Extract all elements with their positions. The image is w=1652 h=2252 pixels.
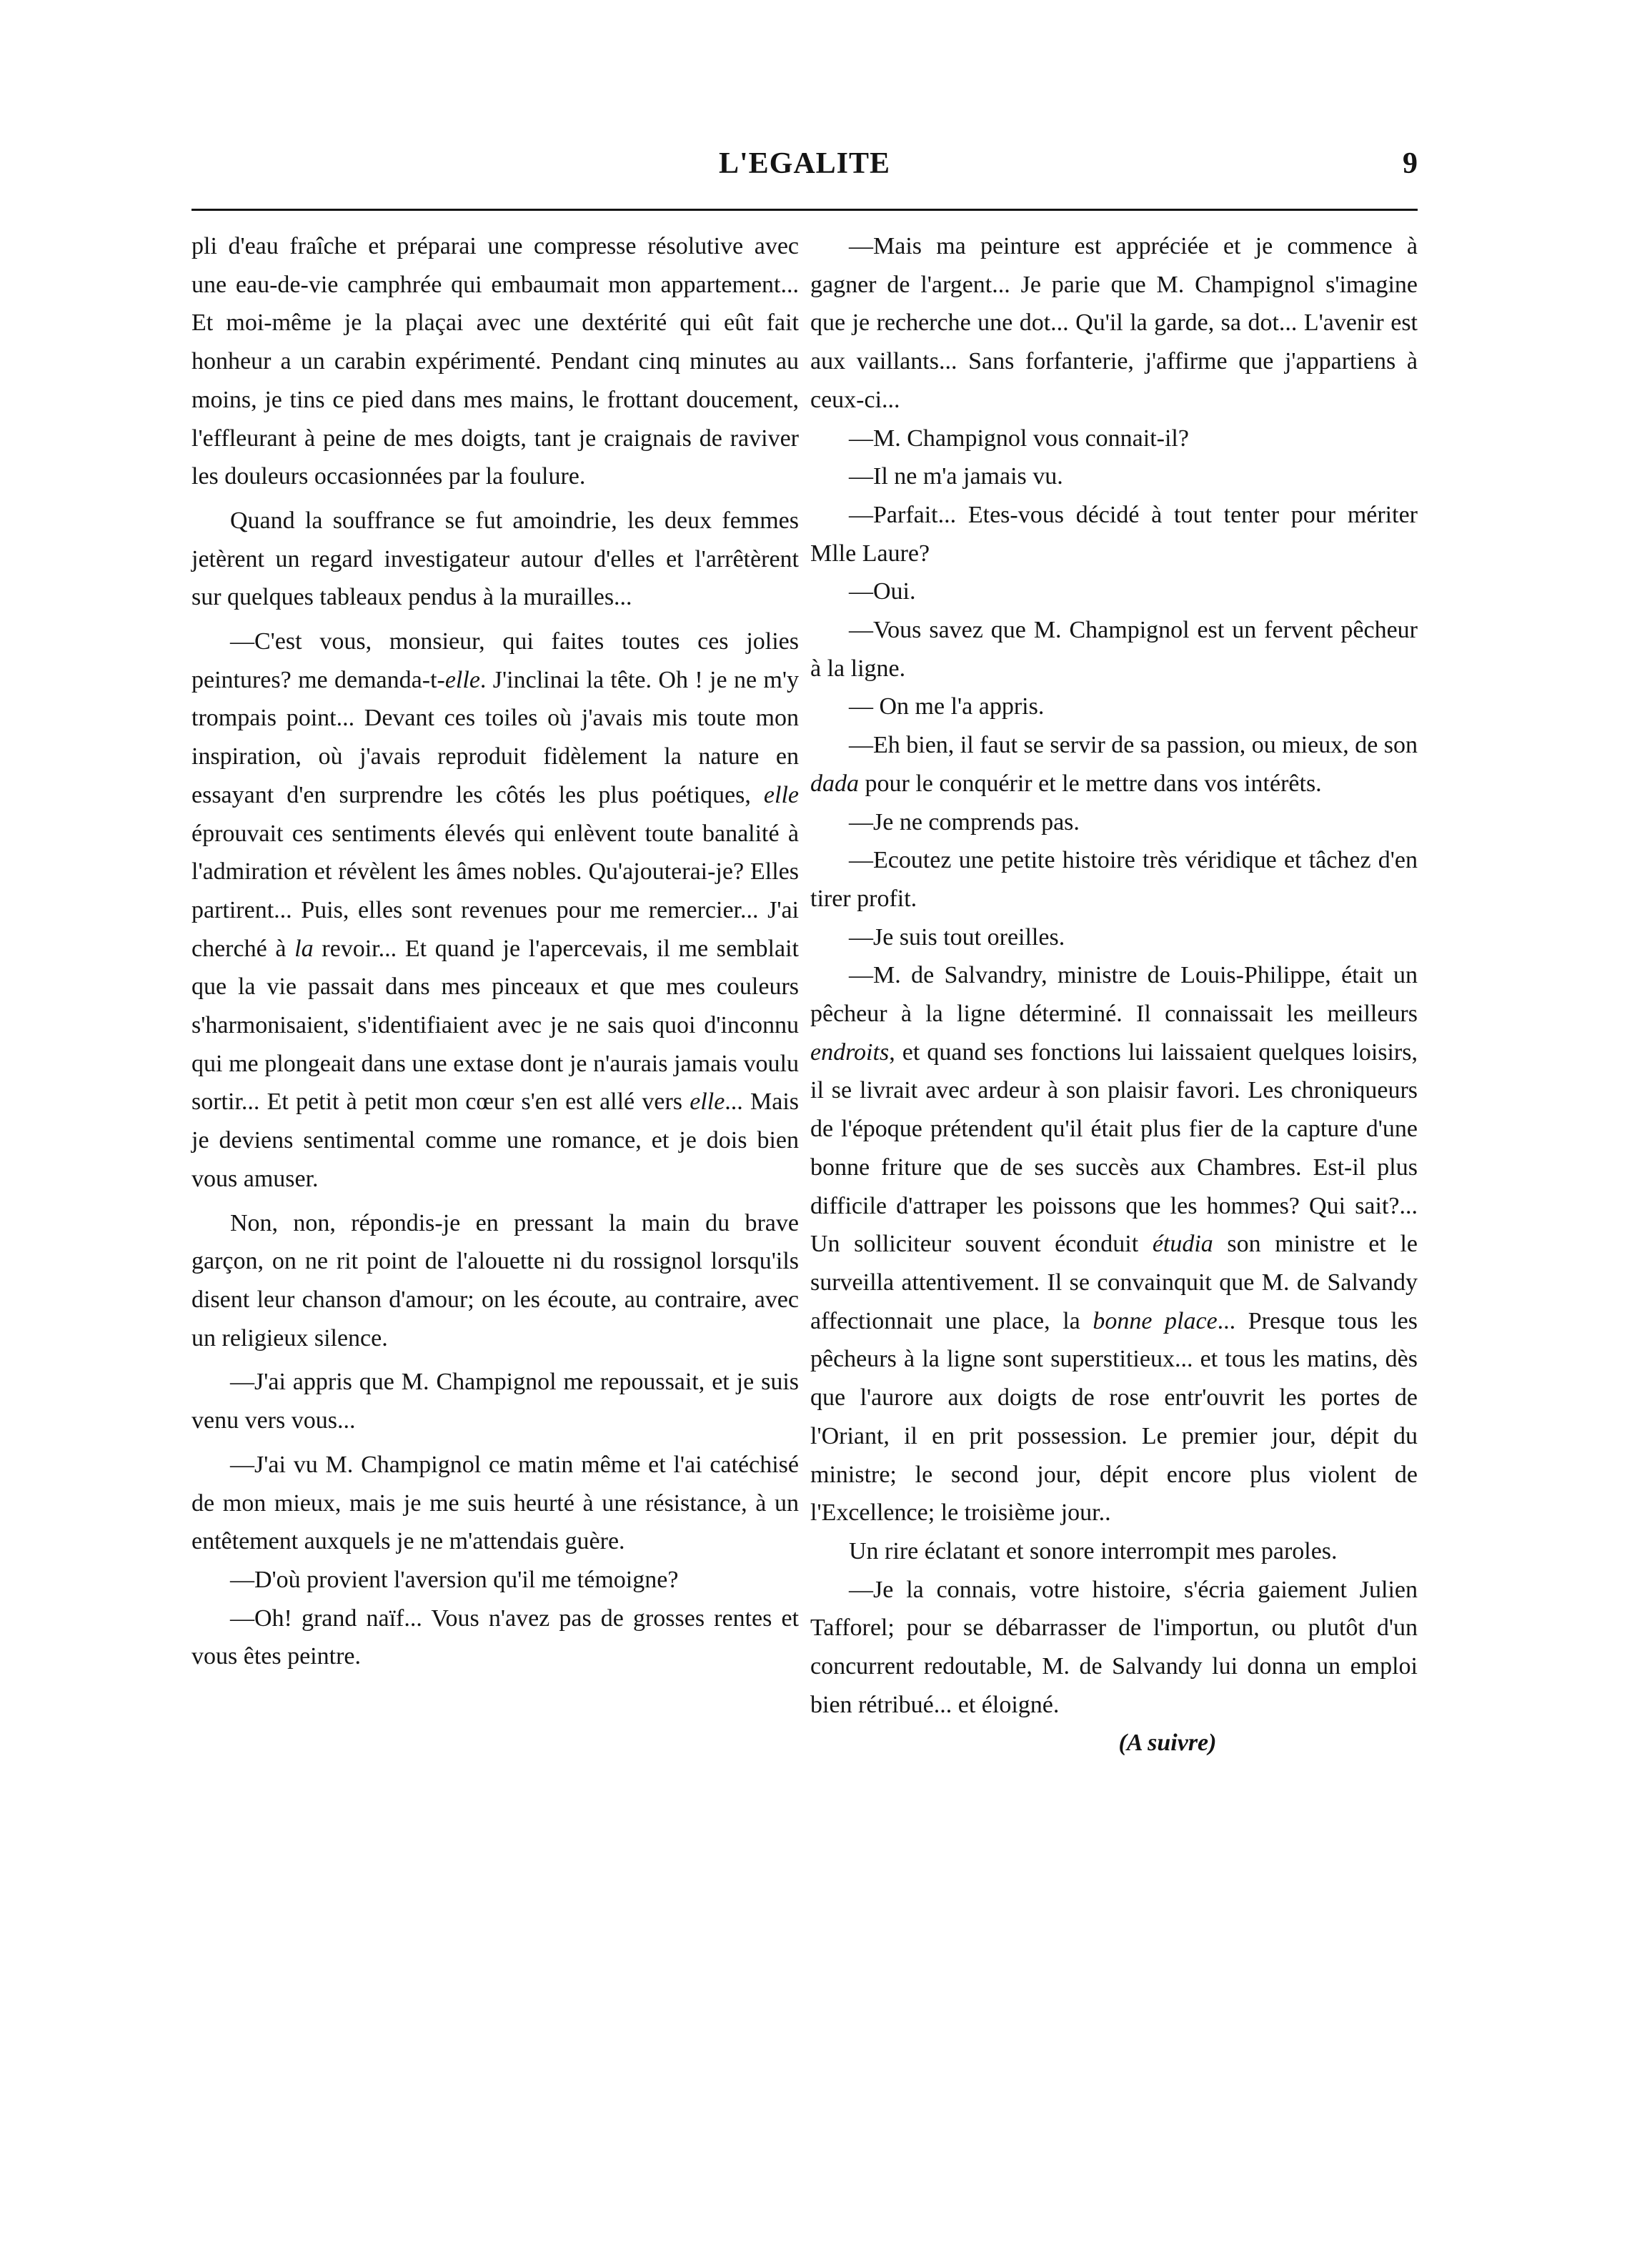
paragraph: Un rire éclatant et sonore interrompit mes paroles.	[849, 1537, 1338, 1564]
italic-emphasis: elle	[763, 781, 799, 808]
running-title: L'EGALITE	[718, 147, 891, 180]
paragraph: —Je ne comprends pas.	[849, 808, 1080, 835]
paragraph: —Je suis tout oreilles.	[849, 923, 1065, 951]
paragraph: — On me l'a appris.	[849, 693, 1045, 720]
paragraph: —Ecoutez une petite histoire très véridique et tâchez d'en tirer profit.	[810, 847, 1418, 912]
paragraph: —Il ne m'a jamais vu.	[849, 463, 1063, 490]
paragraph: —J'ai vu M. Champignol ce matin même et l'ai catéchisé de mon mieux, mais je me suis heurté à une résistance, à un entêtement auxquels je ne m'attendais guère.	[191, 1451, 799, 1555]
italic-emphasis: la	[294, 935, 314, 962]
paragraph: —Eh bien, il faut se servir de sa passion, ou mieux, de son dada pour le conquérir et le mettre dans vos intérêts.	[810, 732, 1418, 797]
left-column	[191, 227, 799, 1676]
paragraph: —D'où provient l'aversion qu'il me témoigne?	[230, 1566, 679, 1593]
paragraph: —Vous savez que M. Champignol est un fervent pêcheur à la ligne.	[810, 617, 1418, 682]
header-rule	[191, 209, 1418, 211]
paragraph: Quand la souffrance se fut amoindrie, les deux femmes jetèrent un regard investigateur autour d'elles et l'arrêtèrent sur quelques tableaux pendus à la murailles...	[191, 507, 799, 611]
paragraph: —Oui.	[849, 578, 916, 605]
page-number: 9	[1403, 147, 1418, 180]
italic-emphasis: dada	[810, 770, 859, 797]
paragraph: Non, non, répondis-je en pressant la main du brave garçon, on ne rit point de l'alouette ni du rossignol lorsqu'ils disent leur chanson d'amour; on les écoute, au contraire, avec un religieux silence.	[191, 1209, 799, 1351]
right-column	[810, 227, 1418, 1762]
paragraph: pli d'eau fraîche et préparai une compresse résolutive avec une eau-de-vie camphrée qui embaumait mon appartement... Et moi-même je la plaçai avec une dextérité qui eût fait honheur a un carabin expérimenté. Pendant cinq minutes au moins, je tins ce pied dans mes mains, le frottant doucement, l'effleurant à peine de mes doigts, tant je craignais de raviver les douleurs occasionnées par la foulure.	[191, 233, 799, 490]
paragraph: —Parfait... Etes-vous décidé à tout tenter pour mériter Mlle Laure?	[810, 501, 1418, 567]
to-be-continued: (A suivre)	[1118, 1730, 1217, 1757]
paragraph: —M. de Salvandry, ministre de Louis-Philippe, était un pêcheur à la ligne déterminé. Il connaissait les meilleurs endroits, et quand ses fonctions lui laissaient quelques loisirs, il se livrait avec ardeur à son plaisir favori. Les chroniqueurs de l'époque prétendent qu'il était plus fier de la capture d'une bonne friture que de ses succès aux Chambres. Est-il plus difficile d'attraper les poissons que les hommes? Qui sait?... Un solliciteur souvent éconduit étudia son ministre et le surveilla attentivement. Il se convainquit que M. de Salvandy affectionnait une place, la bonne place... Presque tous les pêcheurs à la ligne sont superstitieux... et tous les matins, dès que l'aurore aux doigts de rose entr'ouvrit les portes de l'Oriant, il en prit possession. Le premier jour, dépit du ministre; le second jour, dépit encore plus violent de l'Excellence; le troisième jour..	[810, 962, 1418, 1527]
italic-emphasis: bonne place	[1093, 1307, 1218, 1334]
paragraph: —C'est vous, monsieur, qui faites toutes ces jolies peintures? me demanda-t-elle. J'inclinai la tête. Oh ! je ne m'y trompais point... Devant ces toiles où j'avais mis toute mon inspiration, où j'avais reproduit fidèlement la nature en essayant d'en surprendre les côtés les plus poétiques, elle éprouvait ces sentiments élevés qui enlèvent toute banalité à l'admiration et révèlent les âmes nobles. Qu'ajouterai-je? Elles partirent... Puis, elles sont revenues pour me remercier... J'ai cherché à la revoir... Et quand je l'apercevais, il me semblait que la vie passait dans mes pinceaux et que mes couleurs s'harmonisaient, s'identifiaient avec je ne sais quoi d'inconnu qui me plongeait dans une extase dont je n'aurais jamais voulu sortir... Et petit à petit mon cœur s'en est allé vers elle... Mais je deviens sentimental comme une romance, et je dois bien vous amuser.	[191, 628, 800, 1192]
paragraph: —Oh! grand naïf... Vous n'avez pas de grosses rentes et vous êtes peintre.	[191, 1604, 799, 1670]
italic-emphasis: étudia	[1152, 1231, 1213, 1258]
page-header	[191, 147, 1418, 189]
italic-emphasis: elle	[444, 666, 480, 693]
paragraph: —M. Champignol vous connait-il?	[849, 425, 1189, 452]
paragraph: —Mais ma peinture est appréciée et je commence à gagner de l'argent... Je parie que M. Champignol s'imagine que je recherche une dot... Qu'il la garde, sa dot... L'avenir est aux vaillants... Sans forfanterie, j'affirme que j'appartiens à ceux-ci...	[810, 233, 1418, 413]
paragraph: —Je la connais, votre histoire, s'écria gaiement Julien Tafforel; pour se débarrasser de l'importun, ou plutôt d'un concurrent redoutable, M. de Salvandy lui donna un emploi bien rétribué... et éloigné.	[810, 1576, 1418, 1718]
italic-emphasis: endroits	[810, 1038, 890, 1066]
italic-emphasis: elle	[690, 1088, 725, 1116]
paragraph: —J'ai appris que M. Champignol me repoussait, et je suis venu vers vous...	[191, 1369, 799, 1434]
